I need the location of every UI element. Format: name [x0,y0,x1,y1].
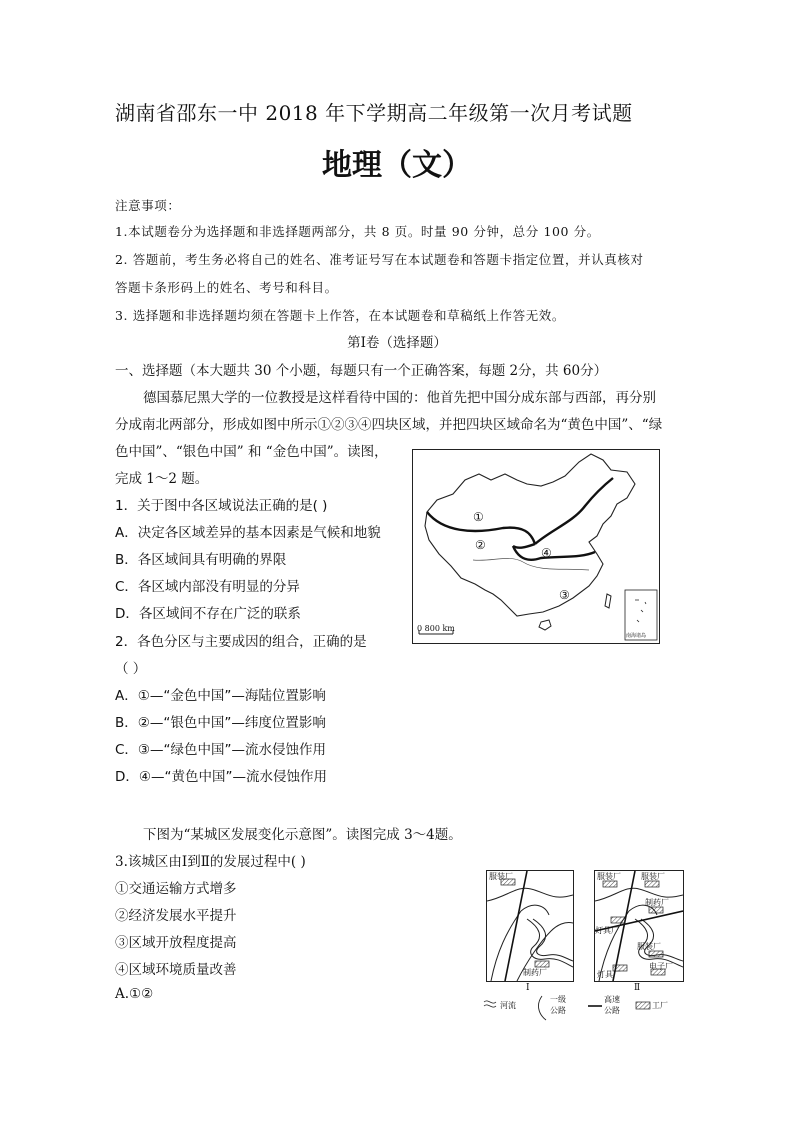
factory-label: 服装厂 [597,872,621,881]
factory-label: 服装厂 [489,872,513,881]
passage-line: 色中国”、“银色中国” 和 “金色中国”。读图， [115,444,388,460]
subject-title: 地理（文） [322,148,472,183]
panel-2 [594,870,684,982]
question-2-stem: 2．各色分区与主要成因的组合，正确的是 [115,634,367,650]
legend-factory: 工厂 [652,1001,668,1010]
question-3-stem: 3.该城区由Ⅰ到Ⅱ的发展过程中( ) [115,854,306,870]
factory-label: 制药厂 [523,968,547,977]
panel-2-label: Ⅱ [634,983,641,993]
note-item: 答题卡条形码上的姓名、考号和科目。 [115,280,338,295]
scale-label: 0 800 km [417,624,455,633]
factory-label: 制药厂 [645,898,669,907]
note-item: 1.本试题卷分为选择题和非选择题两部分，共 8 页。时量 90 分钟，总分 100 分。 [115,224,600,239]
question-1-option: A．决定各区域差异的基本因素是气候和地貌 [115,525,381,541]
legend-river: 河流 [500,1001,516,1010]
question-1-stem: 1．关于图中各区域说法正确的是( ) [115,498,328,514]
question-2-option: B．②—“银色中国”—纬度位置影响 [115,715,326,731]
factory-label: 电子厂 [649,962,673,971]
notes-heading: 注意事项： [115,198,181,213]
factory-label: 服装厂 [637,942,661,951]
section-instruction: 一、选择题（本大题共 30 个小题，每题只有一个正确答案，每题 2分，共 60分） [115,363,608,379]
legend-road1: 一级 [550,995,566,1004]
question-2-option: D．④—“黄色中国”—流水侵蚀作用 [115,769,327,785]
panel-1-label: Ⅰ [526,983,530,993]
section-title: 第Ⅰ卷（选择题） [347,335,447,351]
region-4-label: ④ [541,546,552,560]
region-2-label: ② [475,538,486,552]
passage-line: 德国慕尼黑大学的一位教授是这样看待中国的：他首先把中国分成东部与西部，再分别 [143,390,656,406]
legend-road2: 公路 [604,1006,620,1015]
china-regions-map [412,449,660,644]
question-3-item: ③区域开放程度提高 [115,935,237,951]
passage-line: 分成南北两部分，形成如图中所示①②③④四块区域，并把四块区域命名为“黄色中国”、“绿 [115,417,663,433]
question-3-item: ①交通运输方式增多 [115,881,237,897]
note-item: 3. 选择题和非选择题均须在答题卡上作答，在本试题卷和草稿纸上作答无效。 [115,308,566,323]
exam-title: 湖南省邵东一中 2018 年下学期高二年级第一次月考试题 [115,101,633,125]
inset-label: 南海诸岛 [626,633,647,639]
question-1-option: D．各区域间不存在广泛的联系 [115,606,301,622]
question-2-paren: （ ） [115,661,147,677]
question-3-item: ④区域环境质量改善 [115,962,237,978]
region-3-label: ③ [559,588,570,602]
region-1-label: ① [473,510,484,524]
question-2-option: A．①—“金色中国”—海陆位置影响 [115,688,326,704]
question-1-option: C．各区域内部没有明显的分异 [115,579,300,595]
note-item: 2. 答题前，考生务必将自己的姓名、准考证号写在本试题卷和答题卡指定位置，并认真核对 [115,252,644,267]
panel-1 [486,870,574,982]
question-3-item: ②经济发展水平提升 [115,908,237,924]
legend-road2: 高速 [604,995,620,1004]
factory-label: 灯具厂 [595,926,619,935]
factory-label: 灯具厂 [597,970,621,979]
factory-label: 服装厂 [641,872,665,881]
question-2-option: C．③—“绿色中国”—流水侵蚀作用 [115,742,327,758]
city-development-map [480,866,700,1026]
question-1-option: B．各区域间具有明确的界限 [115,552,287,568]
passage-line: 完成 1～2 题。 [115,471,209,487]
legend-road1: 公路 [550,1006,566,1015]
question-3-option-a: A.①② [115,986,154,1002]
passage-2: 下图为“某城区发展变化示意图”。读图完成 3～4题。 [143,827,462,843]
